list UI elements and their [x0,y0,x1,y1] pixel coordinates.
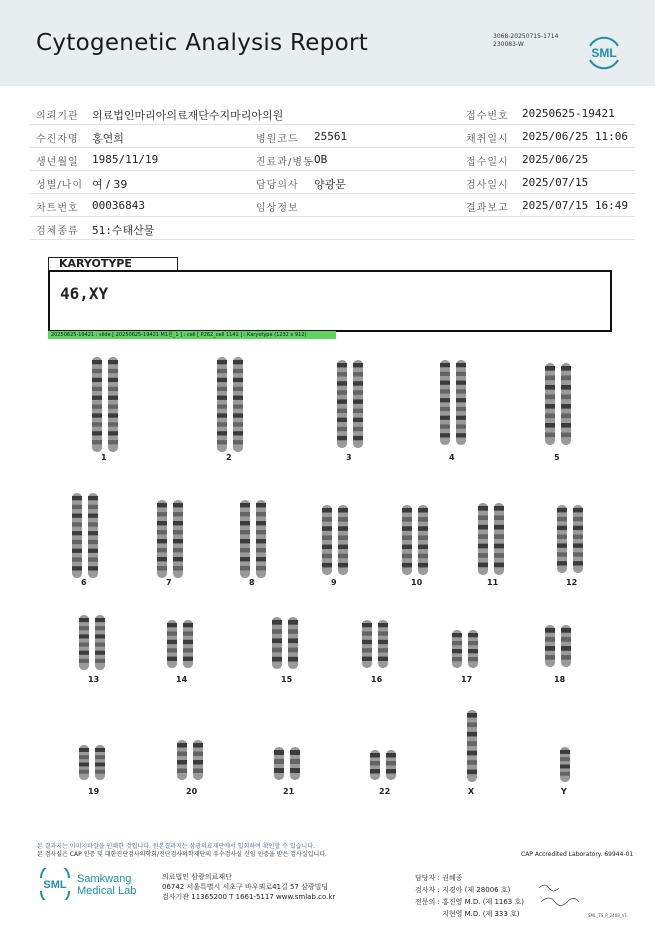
dob-value: 1985/11/19 [92,153,159,166]
patient-name-label: 수진자명 [36,134,79,145]
collect-date-value: 2025/06/25 11:06 [522,130,628,143]
report-date-value: 2025/07/15 16:49 [522,199,628,212]
chromosome-label-6: 6 [81,578,87,587]
chromosome-pair-Y [560,747,570,782]
doctor-label: 담당의사 [256,180,299,191]
chromosome-label-8: 8 [249,578,255,587]
hospital-label: 의뢰기관 [36,111,79,122]
chromosome-label-10: 10 [411,578,423,587]
samkwang-logo-line1: Samkwang [77,873,132,885]
chart-no-label: 차트번호 [36,203,79,214]
chromosome-label-Y: Y [561,787,567,796]
chromosome-label-20: 20 [186,787,198,796]
samkwang-logo-mark [37,868,73,900]
hospital-code-value: 25561 [314,130,348,143]
footer-note-2: 본 검사실은 CAP 인증 및 대한진단검사의학회/진단검사의학재단의 우수검사실 신임 인증을 받은 검사실입니다. [37,851,327,858]
chromosome-pair-14 [167,620,193,668]
chromosome-label-4: 4 [449,453,455,462]
chromosome-pair-19 [79,745,105,780]
report-date-label: 결과보고 [466,203,509,214]
chromosome-label-7: 7 [166,578,172,587]
chromosome-pair-18 [545,625,571,667]
specimen-value: 51:수태산물 [92,224,155,237]
chromosome-pair-6 [72,493,98,578]
chromosome-pair-8 [240,500,266,578]
karyotype-result: 46,XY [60,284,109,303]
document-id-line2: 230083-W [493,41,524,48]
chromosome-label-11: 11 [487,578,499,587]
chromosome-pair-2 [217,357,243,452]
hospital-code-label: 병원코드 [256,134,299,145]
receipt-date-value: 2025/06/25 [522,153,589,166]
signatures [415,872,524,920]
chromosome-pair-1 [92,357,118,452]
signature-marks [535,880,585,910]
sml-logo-text: SML [591,46,617,60]
chromosome-pair-15 [272,617,298,669]
chromosome-label-19: 19 [88,787,100,796]
tester-value: 지경아 (제 28006 호) [442,886,511,894]
chromosome-label-16: 16 [371,675,383,684]
chromosome-label-X: X [468,787,475,796]
cap-accreditation: CAP Accredited Laboratory. 69944-01 [521,851,634,858]
manager-value: 권혜종 [442,874,463,882]
tester-label: 검사자 : [415,886,440,894]
specimen-label: 검체종류 [36,226,79,237]
organization-info [162,872,335,902]
chromosome-pair-12 [557,505,583,573]
collect-date-label: 채취일시 [466,134,509,145]
chromosome-label-5: 5 [554,453,560,462]
chromosome-pair-11 [478,503,504,575]
samkwang-logo-mark-text: SML [43,879,67,891]
receipt-no-value: 20250625-19421 [522,107,615,120]
karyotype-result-box [48,270,612,332]
sex-age-label: 성별/나이 [36,180,84,191]
karyogram-image [40,345,620,790]
test-date-label: 검사일시 [466,180,509,191]
karyotype-tab: KARYOTYPE [48,257,178,270]
patient-name-value: 홍연희 [92,132,124,145]
chromosome-label-21: 21 [283,787,295,796]
image-caption-bar: 20250625-19421 : slide [ 20250625-19421 M1원_1 ] : cell [ P262_cell 1141 ] : Karyotype (1232 x 912) [48,331,336,339]
specialist2-value: 지현영 M.D. (제 333 호) [442,910,520,918]
org-name: 의료법인 삼광의료재단 [162,873,232,881]
chromosome-label-15: 15 [281,675,293,684]
hospital-value: 의료법인마리아의료재단수지마리아의원 [92,109,284,122]
chromosome-pair-21 [274,747,300,780]
chromosome-pair-X [467,710,477,782]
sex-age-value: 여 / 39 [92,178,128,191]
info-row-5 [30,194,635,217]
chromosome-pair-3 [337,360,363,448]
chromosome-pair-4 [440,360,466,445]
chromosome-label-12: 12 [566,578,578,587]
dob-label: 생년월일 [36,157,79,168]
chromosome-label-18: 18 [554,675,566,684]
chromosome-label-2: 2 [226,453,232,462]
chromosome-label-17: 17 [461,675,473,684]
chromosome-pair-20 [177,740,203,780]
chromosome-pair-10 [402,505,428,575]
receipt-no-label: 접수번호 [466,111,509,122]
info-row-4 [30,171,635,194]
chromosome-pair-5 [545,363,571,445]
chromosome-pair-13 [79,615,105,670]
document-id [493,33,558,49]
specialist-label: 전문의 : [415,898,440,906]
chromosome-label-3: 3 [346,453,352,462]
specialist1-value: 홍진영 M.D. (제 1163 호) [442,898,524,906]
chart-no-value: 00036843 [92,199,145,212]
dept-label: 진료과/병동 [256,157,314,168]
clinical-info-label: 임상정보 [256,203,299,214]
sml-logo [584,34,624,70]
info-row-3 [30,148,635,171]
org-address: 06742 서울특별시 서초구 바우뫼로41길 57 삼광빌딩 [162,883,329,891]
chromosome-pair-7 [157,500,183,578]
chromosome-label-9: 9 [331,578,337,587]
dept-value: OB [314,153,328,166]
report-title: Cytogenetic Analysis Report [36,30,369,56]
samkwang-logo-line2: Medical Lab [77,885,137,897]
chromosome-pair-16 [362,620,388,668]
document-id-line1: 3068-20250715-1714 [493,33,559,40]
samkwang-logo [37,868,147,902]
chromosome-pair-9 [322,505,348,575]
doctor-value: 양광문 [314,178,346,191]
test-date-value: 2025/07/15 [522,176,589,189]
form-code: SML_TS_P_2408_V1 [588,913,628,918]
chromosome-label-13: 13 [88,675,100,684]
chromosome-label-1: 1 [101,453,107,462]
receipt-date-label: 접수일시 [466,157,509,168]
footer-note-1: 본 결과지는 이미지파일을 인쇄한 것입니다. 원본결과지는 삼광의료재단에서 입회하여 확인할 수 있습니다. [37,843,315,850]
org-contact: 검사기관 11365200 T 1661-5117 www.smlab.co.kr [162,893,336,901]
info-row-2 [30,125,635,148]
chromosome-pair-22 [370,750,396,780]
manager-label: 담당자 : [415,874,440,882]
chromosome-label-22: 22 [379,787,391,796]
info-row-1 [30,102,635,125]
report-header [0,0,655,86]
info-row-6 [30,217,635,240]
chromosome-pair-17 [452,630,478,668]
chromosome-label-14: 14 [176,675,188,684]
